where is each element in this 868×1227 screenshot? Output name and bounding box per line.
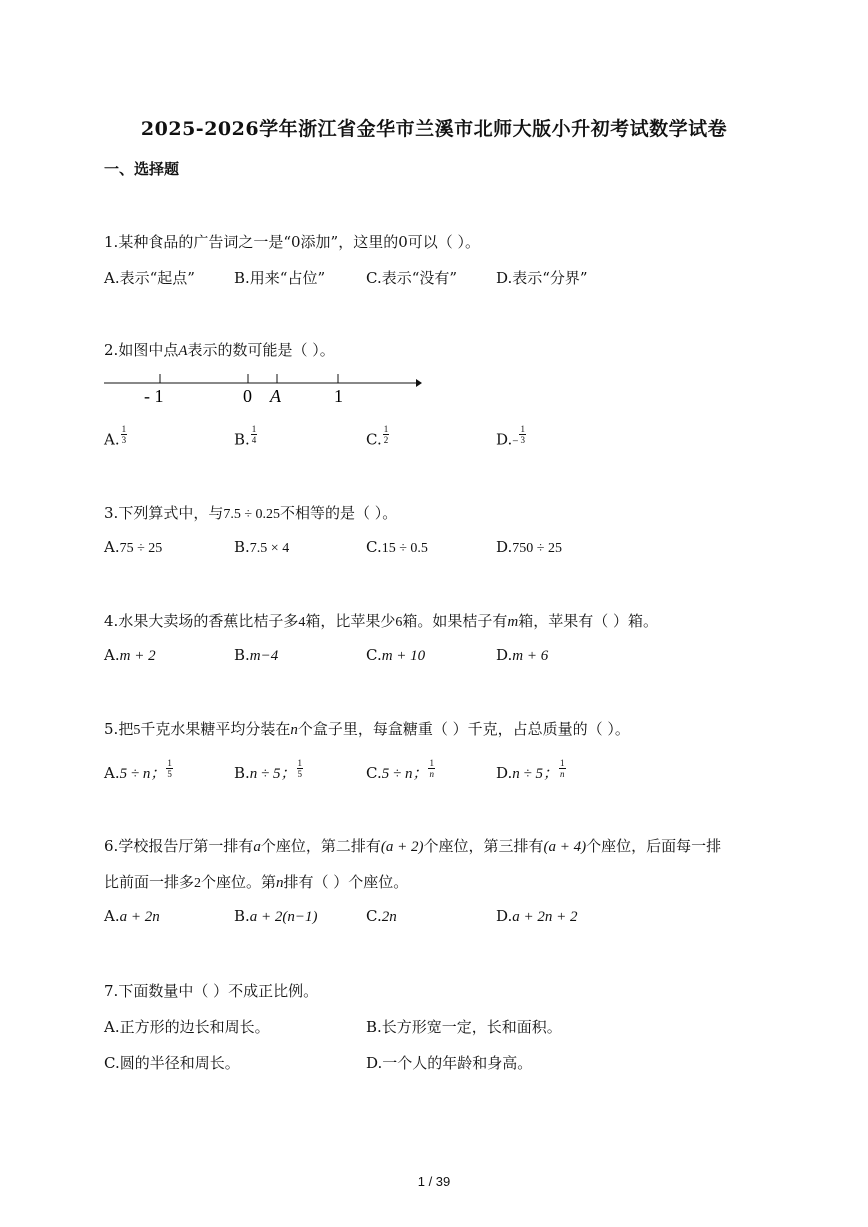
option-letter: B. — [234, 430, 250, 449]
math-expression: 750 ÷ 25 — [512, 541, 562, 556]
math-expression: m−4 — [249, 648, 279, 664]
option-a[interactable] — [104, 538, 162, 557]
question-text: 学校报告厅第一排有 — [118, 837, 254, 855]
denominator: 4 — [251, 435, 257, 445]
option-b[interactable] — [234, 907, 318, 926]
option-c[interactable] — [366, 424, 389, 451]
question-text: 箱，比苹果少 — [305, 612, 396, 630]
question-text: 个盒子里，每盒糖重（ ）千克，占总质量的（ ）。 — [297, 720, 630, 738]
fraction — [559, 758, 566, 779]
option-c[interactable] — [366, 757, 435, 785]
question-text: 个座位，第三排有 — [423, 837, 544, 855]
math-expression: 5 ÷ n； — [119, 766, 166, 782]
point-variable: A — [178, 343, 188, 359]
numerator: 1 — [560, 757, 565, 768]
fraction — [428, 758, 435, 779]
math-expression: n ÷ 5； — [249, 766, 296, 782]
label-a: A — [270, 386, 281, 406]
denominator: 3 — [520, 435, 525, 445]
number: 6 — [395, 615, 403, 630]
fraction — [166, 758, 173, 779]
math-expression: (a + 4) — [543, 839, 587, 855]
option-letter: A. — [104, 646, 120, 664]
option-a[interactable]: A.表示“起点” — [104, 269, 195, 287]
option-a[interactable] — [104, 757, 173, 785]
fraction — [519, 424, 526, 445]
number: 2 — [194, 876, 202, 891]
question-number: 4. — [104, 612, 119, 630]
number-line — [104, 370, 424, 406]
math-expression: a + 2n + 2 — [512, 909, 578, 925]
question-number: 1. — [104, 233, 119, 251]
option-d[interactable] — [496, 907, 578, 926]
option-letter: B. — [234, 646, 250, 664]
option-letter: C. — [366, 764, 382, 782]
question-text: 水果大卖场的香蕉比桔子多 — [118, 612, 299, 630]
option-a[interactable] — [104, 424, 127, 451]
option-letter: B. — [234, 538, 250, 556]
question-text: 比前面一排多 — [104, 873, 195, 891]
option-letter: D. — [496, 764, 513, 782]
math-expression: a + 2n — [119, 909, 160, 925]
option-letter: B. — [234, 907, 250, 925]
option-c[interactable]: C.圆的半径和周长。 — [104, 1054, 240, 1072]
variable: n — [276, 875, 284, 891]
math-expression: n ÷ 5； — [512, 766, 558, 782]
question-6 — [104, 835, 721, 856]
number: 5 — [133, 723, 141, 738]
option-letter: D. — [496, 646, 513, 664]
fraction — [121, 424, 128, 445]
denominator: n — [560, 768, 565, 779]
numerator: 1 — [383, 424, 389, 434]
question-text: 把 — [118, 720, 134, 738]
question-text: 千克水果糖平均分装在 — [140, 720, 291, 738]
question-3 — [104, 502, 397, 523]
option-letter: D. — [496, 538, 513, 556]
question-7 — [104, 980, 318, 1001]
question-text: 个座位。第 — [201, 873, 277, 891]
question-number: 5. — [104, 720, 119, 738]
math-expression: 5 ÷ n； — [381, 766, 428, 782]
option-d[interactable] — [496, 538, 562, 557]
option-letter: D. — [496, 430, 513, 449]
option-letter: A. — [104, 538, 120, 556]
question-text: 个座位，第二排有 — [260, 837, 381, 855]
math-expression: 15 ÷ 0.5 — [381, 541, 428, 556]
question-6-line-2 — [104, 871, 408, 892]
option-d[interactable]: D.一个人的年龄和身高。 — [366, 1054, 533, 1072]
math-expression: 2n — [381, 909, 397, 925]
question-text: 不相等的是（ ）。 — [280, 504, 398, 522]
option-a[interactable]: A.正方形的边长和周长。 — [104, 1018, 270, 1036]
fraction — [297, 758, 304, 779]
option-b[interactable] — [234, 424, 257, 451]
option-letter: A. — [104, 764, 120, 782]
option-letter: C. — [366, 907, 382, 925]
variable: m — [507, 614, 519, 630]
option-d[interactable]: D.表示“分界” — [496, 269, 588, 287]
math-expression: 7.5 × 4 — [249, 541, 290, 556]
option-c[interactable] — [366, 538, 428, 557]
page-title: 2025-2026学年浙江省金华市兰溪市北师大版小升初考试数学试卷 — [140, 118, 728, 140]
option-b[interactable]: B.用来“占位” — [234, 269, 326, 287]
math-expression: 75 ÷ 25 — [119, 541, 163, 556]
option-letter: B. — [234, 764, 250, 782]
question-text: 下列算式中，与 — [118, 504, 224, 522]
question-text: 箱。如果桔子有 — [402, 612, 508, 630]
fraction — [251, 424, 258, 445]
math-expression: m + 10 — [381, 648, 426, 664]
option-letter: C. — [366, 646, 382, 664]
numerator: 1 — [251, 424, 257, 434]
negative-sign: − — [512, 435, 519, 448]
variable: a — [253, 839, 261, 855]
denominator: 5 — [297, 768, 303, 779]
option-a[interactable] — [104, 646, 156, 665]
fraction — [383, 424, 390, 445]
option-b[interactable] — [234, 646, 278, 665]
question-number: 6. — [104, 837, 119, 855]
option-c[interactable]: C.表示“没有” — [366, 269, 458, 287]
option-letter: C. — [366, 538, 382, 556]
question-text: 下面数量中（ ）不成正比例。 — [118, 982, 319, 1000]
denominator: n — [429, 768, 434, 779]
question-text: 箱，苹果有（ ）箱。 — [518, 612, 658, 630]
question-5 — [104, 718, 630, 739]
option-d[interactable] — [496, 757, 566, 785]
option-b[interactable] — [234, 538, 289, 557]
variable: n — [290, 722, 298, 738]
option-letter: A. — [104, 907, 120, 925]
option-letter: A. — [104, 430, 120, 449]
question-number: 7. — [104, 982, 119, 1000]
number: 4 — [298, 615, 306, 630]
question-text: 排有（ ）个座位。 — [283, 873, 409, 891]
option-letter: D. — [496, 907, 513, 925]
label-minus-1: - 1 — [144, 386, 164, 406]
question-text: 表示的数可能是（ ）。 — [187, 341, 335, 359]
numerator: 1 — [520, 424, 525, 434]
option-c[interactable] — [366, 646, 425, 665]
question-text: 某种食品的广告词之一是“0添加”，这里的0可以（ ）。 — [118, 233, 481, 251]
math-expression: a + 2(n−1) — [249, 909, 318, 925]
label-0: 0 — [243, 386, 252, 406]
option-a[interactable] — [104, 907, 160, 926]
question-2 — [104, 339, 335, 360]
option-c[interactable] — [366, 907, 397, 926]
numerator: 1 — [297, 757, 303, 768]
option-letter: C. — [366, 430, 382, 449]
label-1: 1 — [334, 386, 343, 406]
math-expression: m + 2 — [119, 648, 156, 664]
question-text: 如图中点 — [118, 341, 179, 359]
option-d[interactable] — [496, 646, 548, 665]
question-number: 2. — [104, 341, 119, 359]
numerator: 1 — [121, 424, 127, 434]
numerator: 1 — [429, 757, 434, 768]
question-1 — [104, 231, 480, 252]
math-expression: m + 6 — [512, 648, 549, 664]
option-d[interactable] — [496, 424, 526, 451]
numerator: 1 — [167, 757, 172, 768]
page-number: 1 / 39 — [417, 1174, 451, 1189]
math-expression: (a + 2) — [380, 839, 424, 855]
math-expression: 7.5 ÷ 0.25 — [223, 507, 281, 522]
option-b[interactable] — [234, 757, 303, 785]
denominator: 3 — [121, 435, 127, 445]
question-number: 3. — [104, 504, 119, 522]
denominator: 2 — [383, 435, 389, 445]
question-text: 个座位，后面每一排 — [586, 837, 722, 855]
option-b[interactable]: B.长方形宽一定，长和面积。 — [366, 1018, 562, 1036]
arrow-icon — [416, 379, 422, 387]
section-heading: 一、选择题 — [104, 160, 180, 178]
question-4 — [104, 610, 658, 631]
denominator: 5 — [167, 768, 172, 779]
